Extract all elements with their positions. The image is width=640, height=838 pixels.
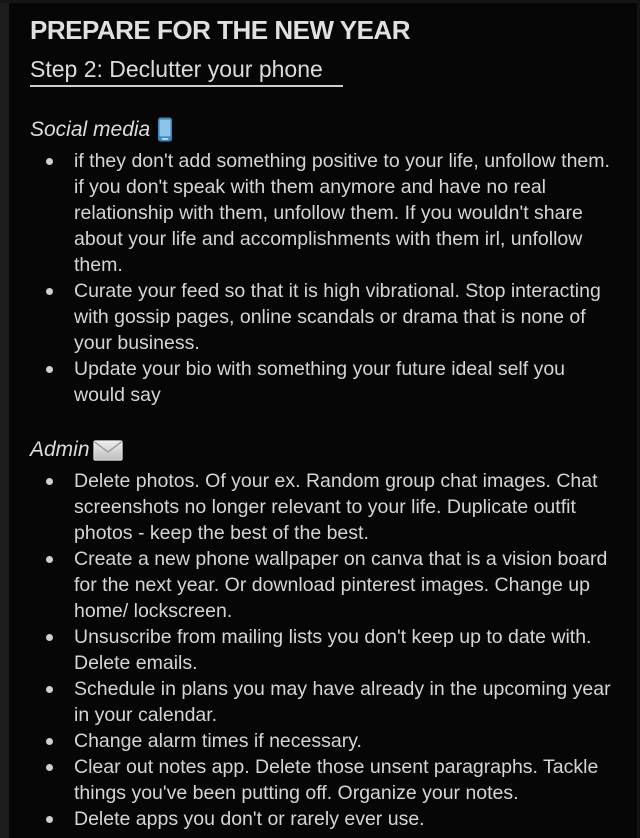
section-admin	[30, 438, 614, 832]
list-item: Change alarm times if necessary.	[30, 728, 614, 754]
subtitle-text: Step 2: Declutter your phone	[30, 56, 343, 87]
page-subtitle	[30, 56, 614, 87]
frame-edge-top	[0, 0, 640, 3]
section-social-media	[30, 117, 614, 408]
admin-bullet-list	[30, 468, 614, 832]
mobile-phone-icon	[157, 117, 173, 142]
section-heading-label: Social media	[30, 117, 151, 141]
list-item: Create a new phone wallpaper on canva that is a vision board for the next year. Or download pinterest images. Change up home/ lockscreen.	[30, 546, 614, 624]
section-heading-social-media	[30, 117, 614, 142]
list-item: Delete apps you don't or rarely ever use.	[30, 806, 614, 832]
section-heading-admin	[30, 438, 614, 462]
list-item: if they don't add something positive to your life, unfollow them. if you don't speak with them anymore and have no real relationship with them, unfollow them. If you wouldn't share about your life and accomplishments with them irl, unfollow them.	[30, 148, 614, 278]
social-media-bullet-list	[30, 148, 614, 408]
page-title: PREPARE FOR THE NEW YEAR	[30, 15, 410, 45]
list-item: Update your bio with something your future ideal self you would say	[30, 356, 614, 408]
frame-edge-left	[0, 0, 9, 838]
list-item: Unsuscribe from mailing lists you don't keep up to date with. Delete emails.	[30, 624, 614, 676]
note-content	[30, 15, 614, 832]
list-item: Delete photos. Of your ex. Random group chat images. Chat screenshots no longer relevant to your life. Duplicate outfit photos - keep the best of the best.	[30, 468, 614, 546]
list-item: Curate your feed so that it is high vibrational. Stop interacting with gossip pages, online scandals or drama that is none of your business.	[30, 278, 614, 356]
list-item: Clear out notes app. Delete those unsent paragraphs. Tackle things you've been putting off. Organize your notes.	[30, 754, 614, 806]
section-heading-label: Admin	[30, 438, 90, 461]
envelope-icon	[93, 440, 123, 461]
list-item: Schedule in plans you may have already in the upcoming year in your calendar.	[30, 676, 614, 728]
